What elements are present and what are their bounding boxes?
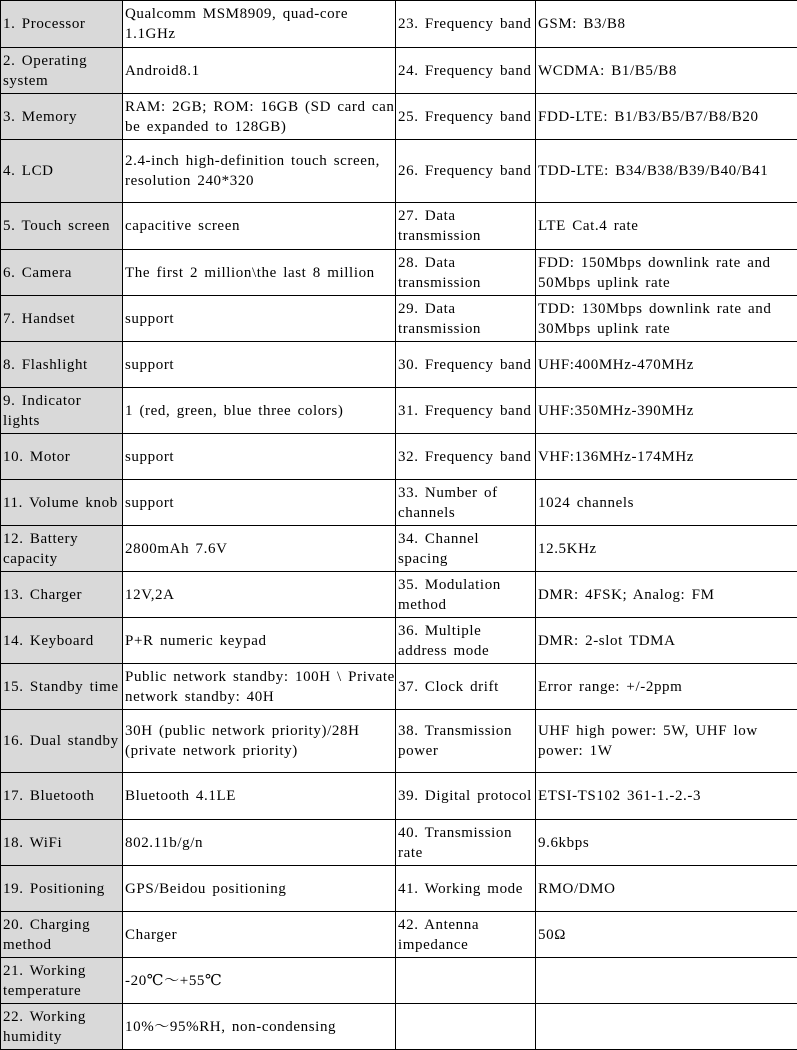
spec-value: -20℃～+55℃	[123, 958, 396, 1004]
spec-value: VHF:136MHz-174MHz	[536, 434, 797, 480]
spec-value: support	[123, 434, 396, 480]
spec-label: 39. Digital protocol	[396, 773, 536, 820]
table-row	[1, 618, 797, 664]
spec-value: 9.6kbps	[536, 820, 797, 866]
table-row	[1, 773, 797, 820]
spec-label: 16. Dual standby	[1, 710, 123, 773]
spec-label: 9. Indicator lights	[1, 388, 123, 434]
table-row	[1, 820, 797, 866]
spec-value	[536, 958, 797, 1004]
spec-value	[536, 1004, 797, 1050]
table-row	[1, 480, 797, 526]
spec-value: GSM: B3/B8	[536, 1, 797, 48]
spec-value: capacitive screen	[123, 203, 396, 250]
spec-label: 14. Keyboard	[1, 618, 123, 664]
spec-value: support	[123, 480, 396, 526]
spec-label: 25. Frequency band	[396, 94, 536, 140]
spec-label: 29. Data transmission	[396, 296, 536, 342]
spec-value: RAM: 2GB; ROM: 16GB (SD card can be expanded to 128GB)	[123, 94, 396, 140]
spec-value: 12.5KHz	[536, 526, 797, 572]
spec-label: 1. Processor	[1, 1, 123, 48]
spec-value: 2.4-inch high-definition touch screen, resolution 240*320	[123, 140, 396, 203]
spec-value: Qualcomm MSM8909, quad-core 1.1GHz	[123, 1, 396, 48]
spec-label: 17. Bluetooth	[1, 773, 123, 820]
spec-label: 4. LCD	[1, 140, 123, 203]
table-row	[1, 1004, 797, 1050]
table-row	[1, 342, 797, 388]
spec-label: 6. Camera	[1, 250, 123, 296]
table-row	[1, 710, 797, 773]
spec-value: DMR: 4FSK; Analog: FM	[536, 572, 797, 618]
spec-label: 2. Operating system	[1, 48, 123, 94]
spec-label: 35. Modulation method	[396, 572, 536, 618]
spec-value: LTE Cat.4 rate	[536, 203, 797, 250]
spec-value: 802.11b/g/n	[123, 820, 396, 866]
spec-value: 10%～95%RH, non-condensing	[123, 1004, 396, 1050]
spec-label: 31. Frequency band	[396, 388, 536, 434]
spec-value: FDD: 150Mbps downlink rate and 50Mbps uplink rate	[536, 250, 797, 296]
spec-label: 3. Memory	[1, 94, 123, 140]
spec-value: GPS/Beidou positioning	[123, 866, 396, 912]
spec-label: 27. Data transmission	[396, 203, 536, 250]
spec-label: 38. Transmission power	[396, 710, 536, 773]
spec-label: 42. Antenna impedance	[396, 912, 536, 958]
table-row	[1, 388, 797, 434]
spec-value: 1024 channels	[536, 480, 797, 526]
spec-value: UHF:400MHz-470MHz	[536, 342, 797, 388]
spec-label	[396, 958, 536, 1004]
table-row	[1, 94, 797, 140]
spec-value: support	[123, 342, 396, 388]
spec-value: 30H (public network priority)/28H (private network priority)	[123, 710, 396, 773]
spec-label: 18. WiFi	[1, 820, 123, 866]
spec-value: Android8.1	[123, 48, 396, 94]
spec-label: 19. Positioning	[1, 866, 123, 912]
spec-label: 20. Charging method	[1, 912, 123, 958]
spec-label: 41. Working mode	[396, 866, 536, 912]
spec-value: ETSI-TS102 361-1.-2.-3	[536, 773, 797, 820]
table-row	[1, 526, 797, 572]
spec-label: 28. Data transmission	[396, 250, 536, 296]
spec-value: 1 (red, green, blue three colors)	[123, 388, 396, 434]
spec-label: 23. Frequency band	[396, 1, 536, 48]
table-row	[1, 866, 797, 912]
spec-label	[396, 1004, 536, 1050]
spec-label: 24. Frequency band	[396, 48, 536, 94]
table-row	[1, 572, 797, 618]
spec-value: TDD: 130Mbps downlink rate and 30Mbps uplink rate	[536, 296, 797, 342]
spec-value: TDD-LTE: B34/B38/B39/B40/B41	[536, 140, 797, 203]
spec-value: Charger	[123, 912, 396, 958]
spec-label: 5. Touch screen	[1, 203, 123, 250]
table-row	[1, 912, 797, 958]
spec-value: 2800mAh 7.6V	[123, 526, 396, 572]
spec-value: WCDMA: B1/B5/B8	[536, 48, 797, 94]
spec-value: The first 2 million\the last 8 million	[123, 250, 396, 296]
spec-label: 21. Working temperature	[1, 958, 123, 1004]
table-row	[1, 250, 797, 296]
spec-value: Bluetooth 4.1LE	[123, 773, 396, 820]
spec-label: 34. Channel spacing	[396, 526, 536, 572]
spec-label: 8. Flashlight	[1, 342, 123, 388]
table-row	[1, 434, 797, 480]
spec-label: 32. Frequency band	[396, 434, 536, 480]
spec-value: Error range: +/-2ppm	[536, 664, 797, 710]
spec-label: 36. Multiple address mode	[396, 618, 536, 664]
spec-label: 26. Frequency band	[396, 140, 536, 203]
spec-label: 15. Standby time	[1, 664, 123, 710]
spec-value: support	[123, 296, 396, 342]
spec-label: 33. Number of channels	[396, 480, 536, 526]
spec-value: DMR: 2-slot TDMA	[536, 618, 797, 664]
spec-label: 12. Battery capacity	[1, 526, 123, 572]
spec-label: 22. Working humidity	[1, 1004, 123, 1050]
spec-value: P+R numeric keypad	[123, 618, 396, 664]
spec-value: RMO/DMO	[536, 866, 797, 912]
table-row	[1, 48, 797, 94]
table-row	[1, 296, 797, 342]
spec-label: 37. Clock drift	[396, 664, 536, 710]
table-row	[1, 664, 797, 710]
spec-label: 11. Volume knob	[1, 480, 123, 526]
spec-value: 12V,2A	[123, 572, 396, 618]
spec-value: Public network standby: 100H \ Private network standby: 40H	[123, 664, 396, 710]
table-row	[1, 203, 797, 250]
spec-label: 30. Frequency band	[396, 342, 536, 388]
spec-value: 50Ω	[536, 912, 797, 958]
spec-value: UHF high power: 5W, UHF low power: 1W	[536, 710, 797, 773]
table-row	[1, 958, 797, 1004]
spec-label: 13. Charger	[1, 572, 123, 618]
spec-label: 7. Handset	[1, 296, 123, 342]
spec-value: FDD-LTE: B1/B3/B5/B7/B8/B20	[536, 94, 797, 140]
spec-value: UHF:350MHz-390MHz	[536, 388, 797, 434]
table-row	[1, 1, 797, 48]
spec-label: 40. Transmission rate	[396, 820, 536, 866]
spec-label: 10. Motor	[1, 434, 123, 480]
table-row	[1, 140, 797, 203]
